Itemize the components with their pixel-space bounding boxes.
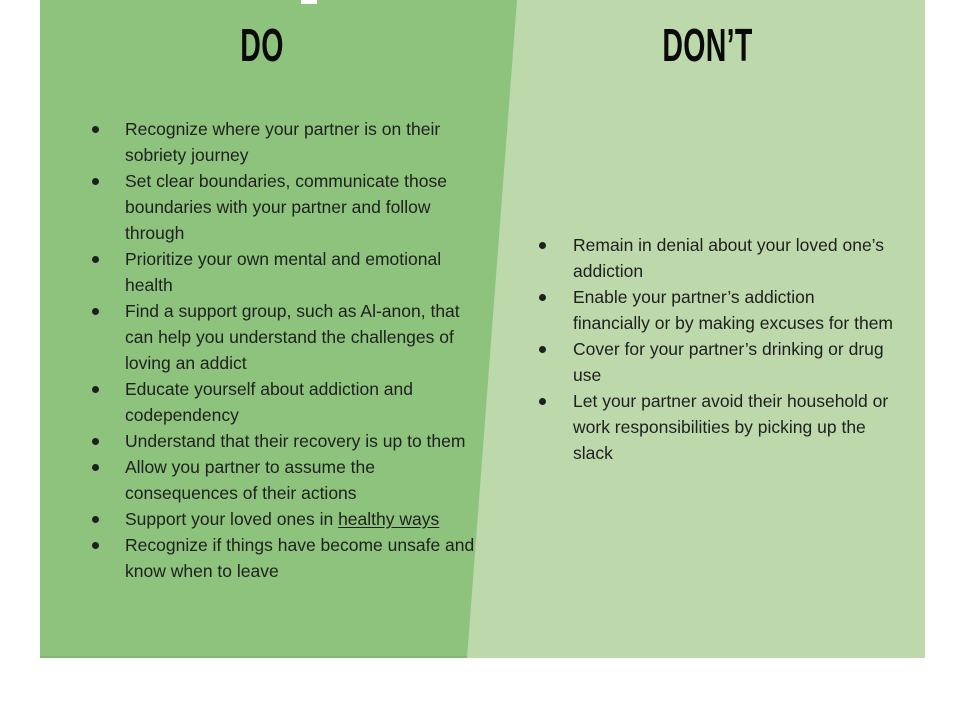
text-segment: Allow you partner to assume the consequences of their actions: [125, 457, 375, 503]
list-item: [536, 336, 893, 388]
text-segment: Let your partner avoid their household or work responsibilities by picking up the slack: [573, 391, 889, 463]
do-list: [89, 116, 475, 584]
list-item: [89, 246, 475, 298]
text-segment: Recognize where your partner is on their sobriety journey: [125, 119, 441, 165]
text-segment: Set clear boundaries, communicate those boundaries with your partner and follow through: [125, 171, 447, 243]
text-segment: Remain in denial about your loved one’s addiction: [573, 235, 884, 281]
text-segment: Find a support group, such as Al-anon, that can help you understand the challenges of loving an addict: [125, 301, 460, 373]
text-segment: Cover for your partner’s drinking or drug use: [573, 339, 884, 385]
list-item: [89, 506, 475, 532]
text-segment: Enable your partner’s addiction financially or by making excuses for them: [573, 287, 893, 333]
list-item: [89, 532, 475, 584]
dont-heading: DON’T: [662, 19, 753, 71]
underlined-text: healthy ways: [338, 509, 440, 529]
text-segment: Recognize if things have become unsafe and know when to leave: [125, 535, 475, 581]
list-item: [89, 428, 475, 454]
list-item: [536, 284, 893, 336]
text-segment: Prioritize your own mental and emotional health: [125, 249, 442, 295]
dont-list: [536, 232, 893, 466]
top-edge-notch: [301, 0, 317, 4]
list-item: [89, 298, 475, 376]
list-item: [89, 168, 475, 246]
list-item: [89, 376, 475, 428]
text-segment: Understand that their recovery is up to them: [125, 431, 466, 451]
text-segment: Educate yourself about addiction and codependency: [125, 379, 413, 425]
do-heading: DO: [240, 19, 284, 71]
list-item: [536, 388, 893, 466]
list-item: [89, 454, 475, 506]
list-item: [536, 232, 893, 284]
list-item: [89, 116, 475, 168]
text-segment: Support your loved ones in: [125, 509, 339, 529]
